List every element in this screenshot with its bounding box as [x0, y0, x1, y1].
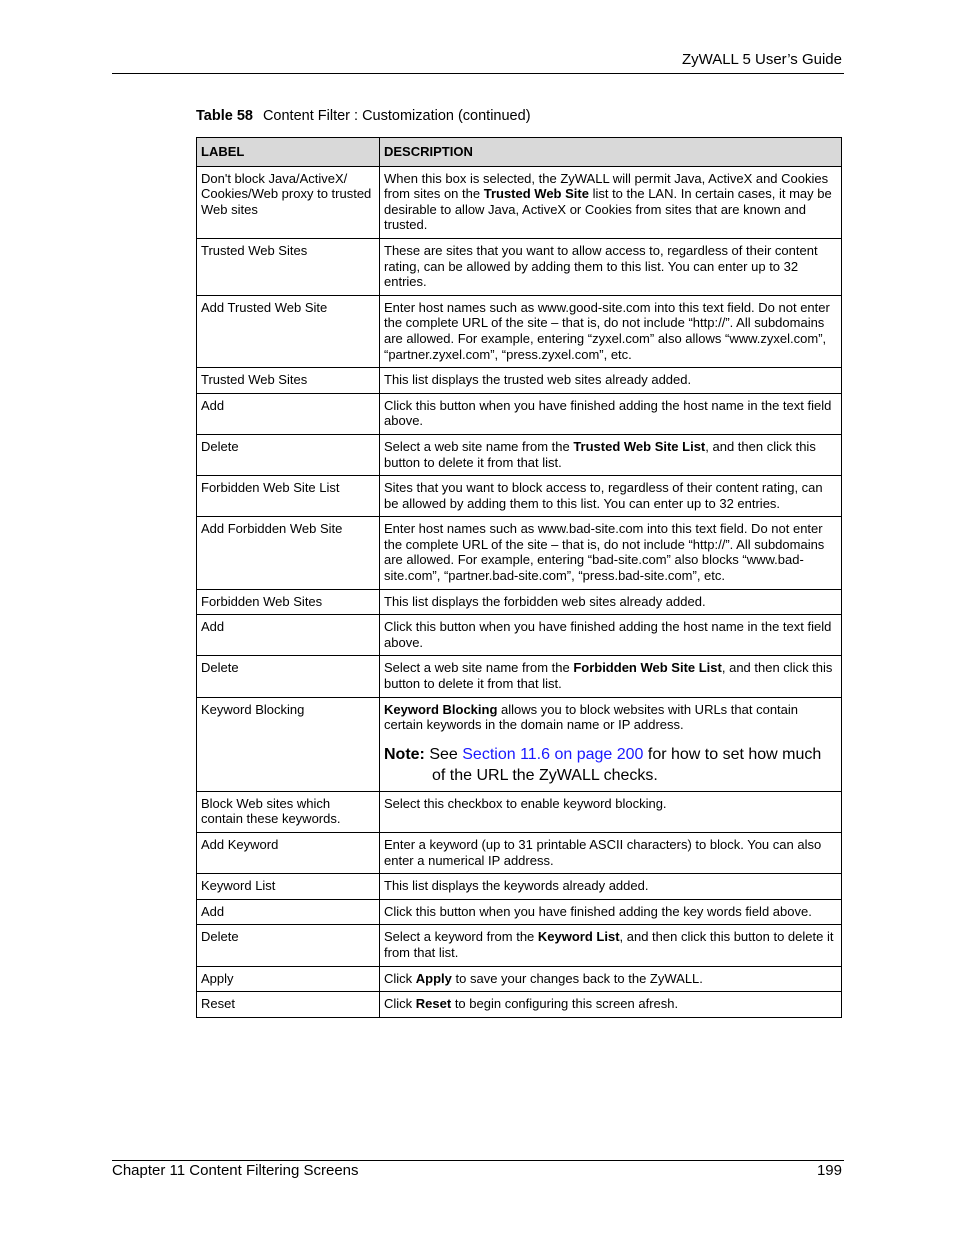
description-text: When this box is selected, the ZyWALL will permit Java, ActiveX and Cookies from sites on the [384, 170, 829, 202]
row-description [380, 925, 842, 966]
running-header: ZyWALL 5 User’s Guide [681, 51, 842, 68]
row-label: Delete [197, 434, 380, 475]
description-text: Click this button when you have finished adding the key words field above. [384, 903, 812, 919]
row-description [380, 992, 842, 1018]
bold-term: Keyword List [537, 929, 620, 945]
row-description [380, 393, 842, 434]
row-label: Forbidden Web Sites [197, 589, 380, 615]
row-label: Don't block Java/ActiveX/ Cookies/Web proxy to trusted Web sites [197, 166, 380, 238]
row-label: Reset [197, 992, 380, 1018]
row-description [380, 166, 842, 238]
table-caption-number: Table 58 [196, 108, 253, 124]
row-label: Block Web sites which contain these keywords. [197, 791, 380, 832]
row-label: Trusted Web Sites [197, 238, 380, 295]
description-text: This list displays the keywords already added. [384, 878, 649, 894]
row-label: Trusted Web Sites [197, 368, 380, 394]
bold-term: Apply [415, 970, 452, 986]
description-text: This list displays the trusted web sites already added. [384, 372, 692, 388]
note-label: Note: [384, 745, 425, 763]
table-row [197, 925, 842, 966]
row-description [380, 966, 842, 992]
content-filter-table [196, 137, 842, 1018]
bold-term: Trusted Web Site [483, 186, 589, 202]
footer-rule [112, 1160, 844, 1161]
table-row [197, 166, 842, 238]
row-label: Forbidden Web Site List [197, 476, 380, 517]
description-text: Select a keyword from the [384, 929, 538, 945]
description-text: Click [384, 970, 416, 986]
row-description [380, 368, 842, 394]
row-description [380, 697, 842, 791]
table-row [197, 517, 842, 589]
table-body [197, 166, 842, 1017]
description-text: , and then click this button to delete it from that list. [384, 929, 834, 960]
table-row [197, 899, 842, 925]
row-description [380, 476, 842, 517]
description-text: to begin configuring this screen afresh. [451, 996, 679, 1012]
row-description [380, 791, 842, 832]
note [384, 744, 837, 786]
row-label: Delete [197, 656, 380, 697]
row-label: Add Trusted Web Site [197, 295, 380, 367]
column-header-description: DESCRIPTION [380, 138, 842, 167]
table-row [197, 992, 842, 1018]
description-text: Click this button when you have finished adding the host name in the text field above. [384, 619, 832, 650]
description-text: allows you to block websites with URLs that contain certain keywords in the domain name or IP address. [384, 701, 799, 733]
row-description [380, 874, 842, 900]
table-row [197, 368, 842, 394]
description-text: These are sites that you want to allow access to, regardless of their content rating, can be allowed by adding them to this list. You can enter up to 32 entries. [384, 242, 818, 290]
bold-term: Reset [415, 996, 452, 1012]
row-label: Add Forbidden Web Site [197, 517, 380, 589]
description-text: Sites that you want to block access to, regardless of their content rating, can be allowed by adding them to this list. You can enter up to 32 entries. [384, 480, 823, 511]
row-label: Add Keyword [197, 833, 380, 874]
table-row [197, 589, 842, 615]
description-text: Click this button when you have finished adding the host name in the text field above. [384, 397, 832, 429]
note-text: for how to set how much of the URL the ZyWALL checks. [432, 745, 822, 784]
row-description [380, 238, 842, 295]
table-row [197, 238, 842, 295]
table-header-row [197, 138, 842, 167]
table-row [197, 966, 842, 992]
table-row [197, 874, 842, 900]
row-description [380, 434, 842, 475]
description-text: Enter host names such as www.good-site.com into this text field. Do not enter the complete URL of the site – that is, do not include “http://”. All subdomains are allowed. For example, entering “zyxel.com” also allows “www.zyxel.com”, “partner.zyxel.com”, “press.zyxel.com”, etc. [384, 299, 830, 362]
row-label: Keyword List [197, 874, 380, 900]
description-text: Click [384, 996, 416, 1012]
row-description [380, 295, 842, 367]
row-description [380, 517, 842, 589]
row-label: Apply [197, 966, 380, 992]
description-text: list to the LAN. In certain cases, it may be desirable to allow Java, ActiveX or Cookies from sites that are known and trusted. [384, 186, 832, 233]
table-caption [196, 108, 531, 124]
description-text: Select this checkbox to enable keyword blocking. [384, 795, 667, 811]
description-text: to save your changes back to the ZyWALL. [451, 970, 703, 986]
page-number: 199 [816, 1162, 842, 1179]
row-label: Keyword Blocking [197, 697, 380, 791]
row-description [380, 833, 842, 874]
description-text: , and then click this button to delete it from that list. [384, 660, 833, 692]
row-label: Add [197, 615, 380, 656]
header-rule [112, 73, 844, 74]
row-description [380, 899, 842, 925]
bold-term: Keyword Blocking [384, 701, 498, 717]
table-row [197, 656, 842, 697]
description-text: This list displays the forbidden web sites already added. [384, 593, 706, 609]
row-label: Delete [197, 925, 380, 966]
table-row [197, 393, 842, 434]
row-description [380, 589, 842, 615]
footer-chapter: Chapter 11 Content Filtering Screens [112, 1162, 359, 1179]
table-row [197, 833, 842, 874]
row-description [380, 615, 842, 656]
row-description [380, 656, 842, 697]
description-text: Select a web site name from the [384, 438, 574, 454]
table-row [197, 476, 842, 517]
row-label: Add [197, 899, 380, 925]
table-caption-text: Content Filter : Customization (continued) [262, 108, 531, 124]
section-link[interactable]: Section 11.6 on page 200 [462, 745, 644, 763]
bold-term: Forbidden Web Site List [573, 660, 722, 676]
description-text: , and then click this button to delete it from that list. [384, 438, 816, 470]
note-text: See [424, 745, 463, 763]
table-row [197, 295, 842, 367]
description-text: Select a web site name from the [384, 660, 574, 676]
column-header-label: LABEL [197, 138, 380, 167]
description-text: Enter host names such as www.bad-site.com into this text field. Do not enter the complete URL of the site – that is, do not include “http://”. All subdomains are allowed. For example, entering “bad-site.com” also blocks “www.bad-site.com”, “partner.bad-site.com”, “press.bad-site.com”, etc. [384, 521, 825, 584]
table-row [197, 791, 842, 832]
table-row [197, 697, 842, 791]
description-text: Enter a keyword (up to 31 printable ASCII characters) to block. You can also enter a numerical IP address. [384, 837, 822, 868]
table-row [197, 434, 842, 475]
row-label: Add [197, 393, 380, 434]
table-row [197, 615, 842, 656]
bold-term: Trusted Web Site List [573, 438, 706, 454]
